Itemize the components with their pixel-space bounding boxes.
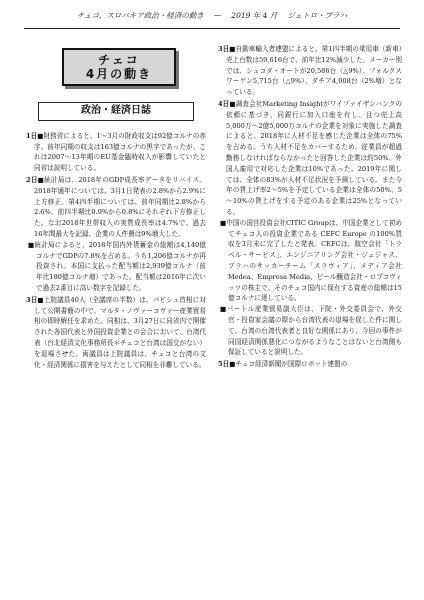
- entry-text: ■調査会社Marketing Insightがワイファイザンバンクの依頼に基づき、同銀行に加入口座を有し、且つ売上高5,000万～2億5,000万コルナの企業を対象に実施した調査によると、2018年に人材不足を感じた企業は全体の75%を占める。うち人材不足をカバーするため、従業員が超過勤務しなければならなかったと回答した企業は約50%、外国人雇用で対応した企業は10%であった。2019年に関しては、全体の83%が人材不足状況を予測している。また今年の賃上げ率2～5%を予定している企業は全体の50%、5～10%の賃上げをする予定のある企業は25%となっている。: [226, 99, 402, 216]
- header-title: チェコ、スロバキア政治・経済の動き: [76, 11, 204, 20]
- day4-entry: [218, 99, 402, 358]
- day5-entry: [218, 359, 402, 370]
- day-label: 2日: [26, 175, 38, 184]
- entry-text: ■統計局は、2018年のGDP成長率データをリバイス。2018年通年については、3月1日発表の2.8%から2.9%に上方修正、第4四半期については、前年同期比2.8%から2.6%、前四半期比0.9%から0.8%にそれぞれ下方修正した。なお2018年世帯収入の実質成長率は4.7%で、過去16年間最大を記録、企業の人件費は9%増大した。: [34, 175, 206, 238]
- entry-text: ■上院議員40人（全議席の半数）は、パビシュ首相に対して公開書簡の中で、マルタ・ノヴァーコヴァー産業貿易相の即時解任を求めた。同相は、3月27日に同省内で開催された各国代表と外国投資企業との会合において、台湾代表（台北経済文化事務所長＊チェコと台湾は国交がない）を退場させた。両議員は上院議員は、チェコと台湾の文化・経済関係に損害を与えたとして同相を非難している。: [34, 295, 206, 369]
- section-heading: 政治・経済日誌: [38, 102, 194, 121]
- day-label: 5日: [218, 360, 230, 369]
- running-header: [24, 10, 400, 29]
- header-date: 2019 年 4 月: [231, 11, 278, 20]
- left-column: [26, 38, 206, 371]
- entry-text: ■自動車輸入者連盟によると、第1四半期の乗用車（新車）売上台数は59,616台で、前年比12%減少した。メーカー別では、シュコダ・オートが20,586台（△9%）、フォルクスワーゲン5,715台（△9%）、ダチア4,008台（2%増）となっている。: [226, 45, 403, 97]
- day-label: 4日: [218, 99, 230, 108]
- day-label: 1日: [26, 131, 38, 140]
- day-label: 3日: [26, 295, 38, 304]
- header-separator: —: [213, 10, 222, 19]
- entry-text: ■中国の国営投資会社CITIC Groupは、中国企業として初めてチェコ人の投資企業である CEFC Europe の100%買収を3月末に完了したと発表。CEFCは、航空会社「トラベル・サービス」、エンジニアリング会社・ジェジャス、プラハのサッカーチーム「スラヴィア」、メディア会社Medea、Empresa Media、ビール醸造会社・ロプコヴィッツの株主で、そのチェコ国内に保有する資産の総額は15億コルナに達している。: [220, 218, 402, 303]
- entry-text: ■チェコ経済新聞が国際ロボット連盟の: [229, 360, 348, 369]
- day-label: 3日: [218, 45, 230, 53]
- title-line-2: 4月の動き: [85, 67, 153, 81]
- entry-text: ■財務省によると、1～3月の財政収支は92億コルナの赤字。前年同期の収支は163億コルナの黒字であったが、これは2007～13年期のEU基金臨時収入が影響していたと同省は説明している。: [34, 131, 207, 173]
- day3-continued: [218, 44, 402, 98]
- entry-text: ■パートル産業貿易副大臣は、下院・外交委員会で、外交官・投資家会議の際から台湾代表の退場を促した件に関して、台湾の台湾代表者と良好な関係にあり、今回の事件が同国経済関係悪化につながるようなことはないと台湾側も保証していると説明した。: [220, 305, 402, 357]
- day2-entry: [26, 175, 206, 294]
- title-box: [62, 48, 176, 86]
- entry-text: ■統計局によると、2018年国内外貨蓄金の総額は4,140億コルナでGDPの7.8%を占める。うち1,206億コルナが再投資され、本国に支払った配当額は2,939億コルナ（前年比180億コルナ増）であった。配当額は2016年に次いで過去2番目に高い数字を記録した。: [28, 240, 206, 292]
- title-line-1: チェコ: [98, 53, 140, 67]
- header-author: ジェトロ・プラハ: [287, 11, 348, 20]
- day1-entry: [26, 131, 206, 174]
- day3-entry: [26, 295, 206, 371]
- right-column: [218, 44, 402, 371]
